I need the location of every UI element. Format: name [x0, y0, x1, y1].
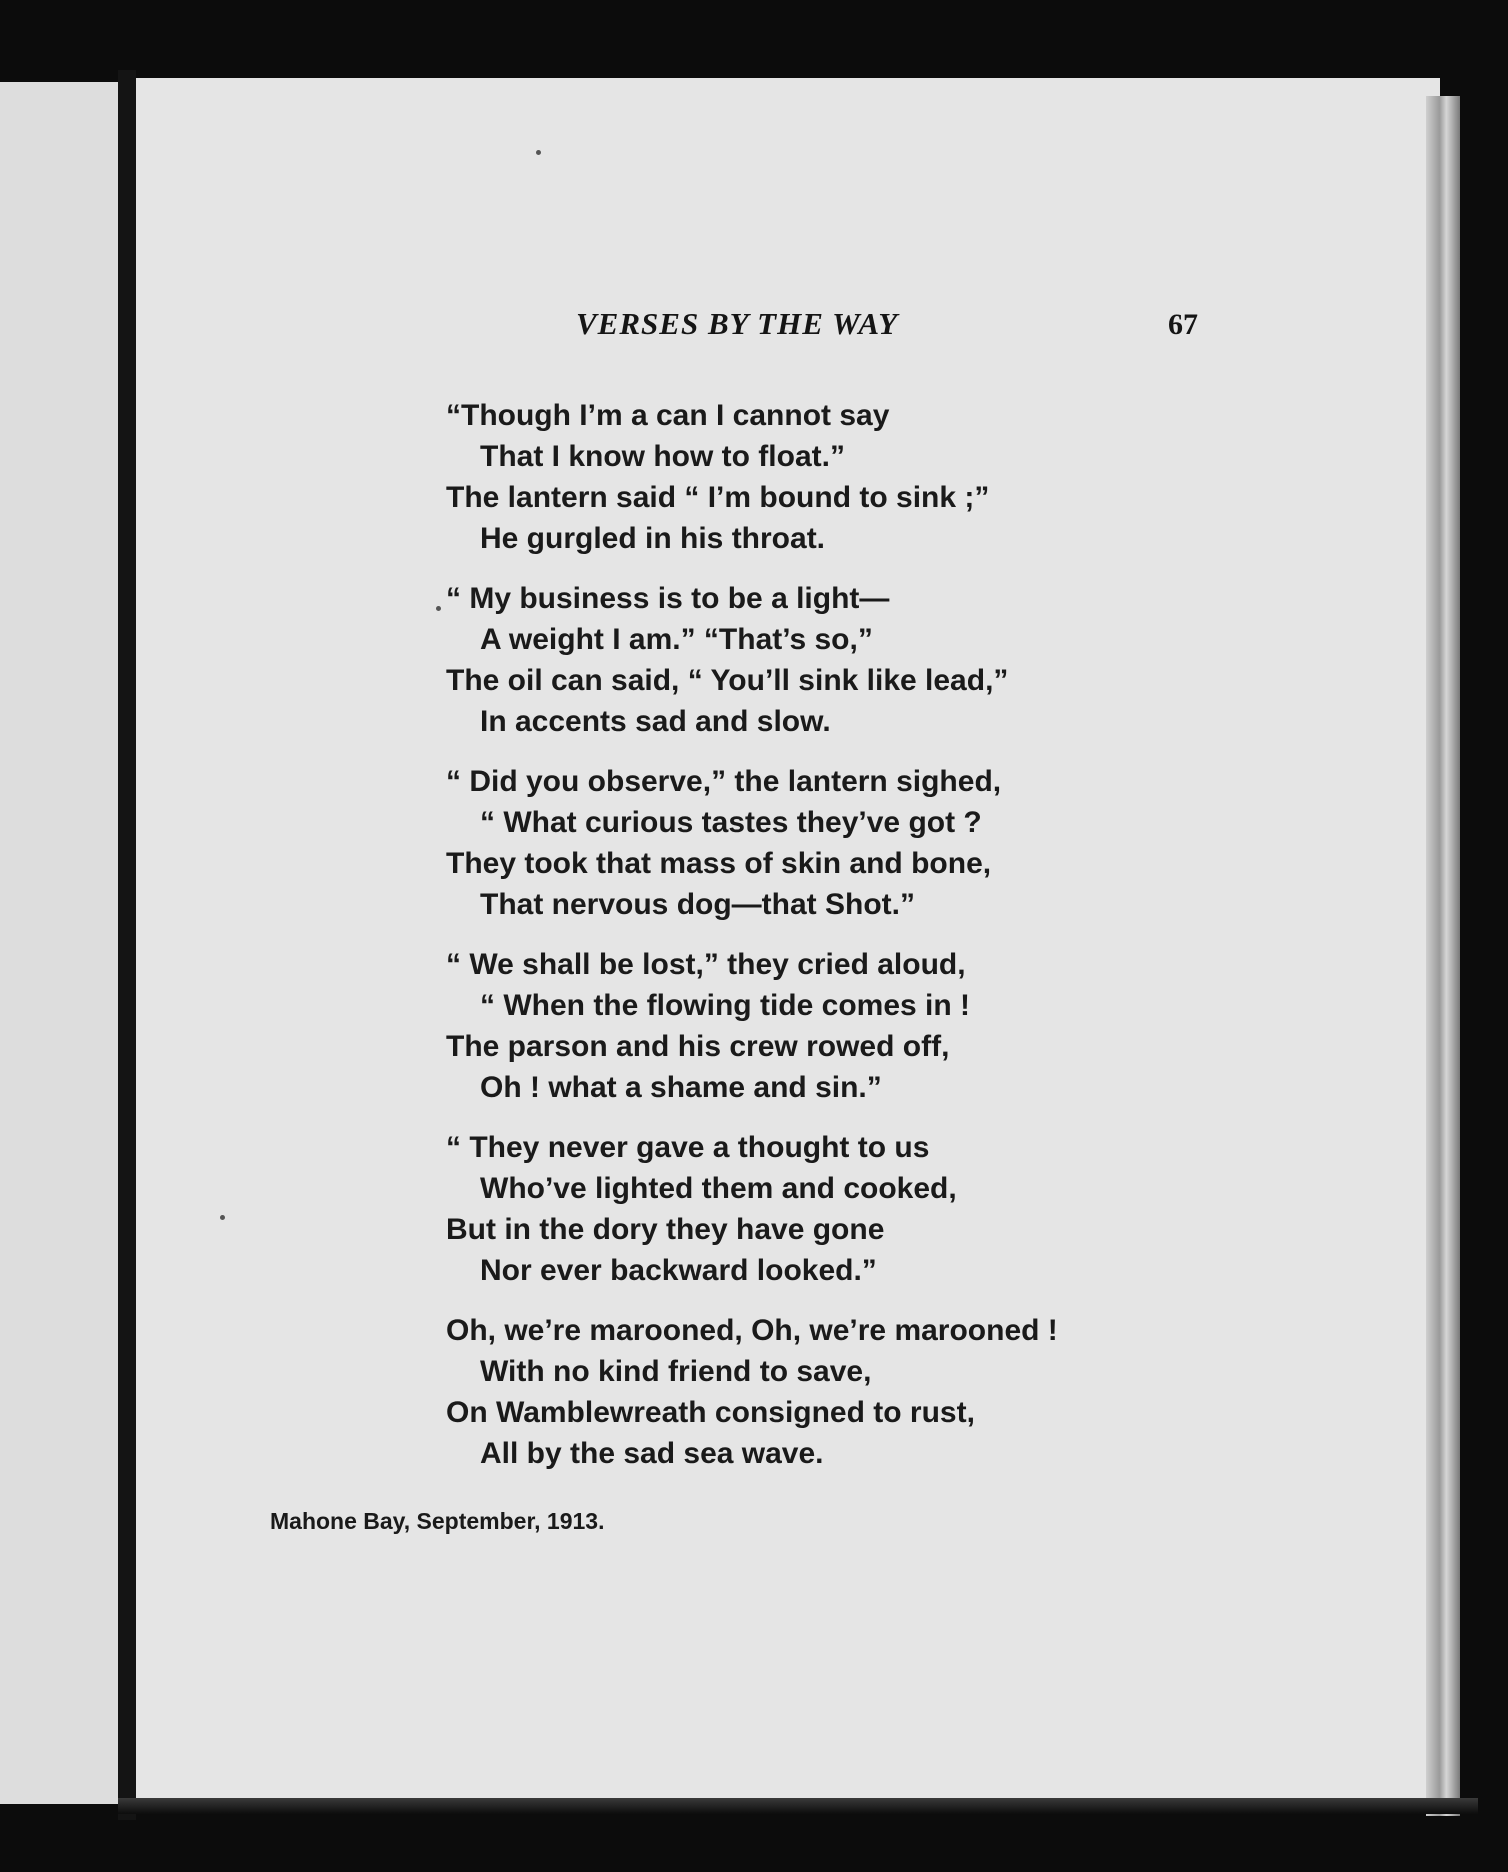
- stanza: [446, 1310, 1226, 1474]
- poem-line: He gurgled in his throat.: [480, 522, 826, 555]
- stanza: [446, 761, 1226, 925]
- poem-line: Oh ! what a shame and sin.”: [480, 1071, 882, 1104]
- poem-line: In accents sad and slow.: [480, 705, 831, 738]
- poem-line: The lantern said “ I’m bound to sink ;”: [446, 481, 990, 514]
- poem-line: “Though I’m a can I cannot say: [446, 399, 890, 432]
- poem-line: With no kind friend to save,: [480, 1355, 872, 1388]
- poem-line: Oh, we’re marooned, Oh, we’re marooned !: [446, 1314, 1058, 1347]
- poem-line: That nervous dog—that Shot.”: [480, 888, 915, 921]
- book-gutter: [118, 70, 136, 1820]
- poem-line: A weight I am.” “That’s so,”: [480, 623, 873, 656]
- page-stack-edge: [1426, 96, 1460, 1816]
- poem-line: That I know how to float.”: [480, 440, 845, 473]
- poem-line: “ We shall be lost,” they cried aloud,: [446, 948, 966, 981]
- page-bottom-shadow: [118, 1798, 1478, 1814]
- ink-speck: [436, 606, 441, 611]
- poem-line: “ My business is to be a light—: [446, 582, 890, 615]
- poem-line: “ Did you observe,” the lantern sighed,: [446, 765, 1002, 798]
- poem-line: On Wamblewreath consigned to rust,: [446, 1396, 975, 1429]
- left-page-edge: [0, 82, 122, 1804]
- poem-line: Who’ve lighted them and cooked,: [480, 1172, 957, 1205]
- poem-body: [446, 395, 1226, 1493]
- stanza: [446, 395, 1226, 559]
- stanza: [446, 1127, 1226, 1291]
- poem-line: “ What curious tastes they’ve got ?: [480, 806, 982, 839]
- ink-speck: [536, 150, 541, 155]
- dateline: Mahone Bay, September, 1913.: [270, 1508, 605, 1534]
- poem-line: “ When the flowing tide comes in !: [480, 989, 971, 1022]
- poem-line: The oil can said, “ You’ll sink like lead,”: [446, 664, 1009, 697]
- running-title: VERSES BY THE WAY: [576, 306, 899, 341]
- poem-line: All by the sad sea wave.: [480, 1437, 824, 1470]
- ink-speck: [220, 1215, 225, 1220]
- stanza: [446, 944, 1226, 1108]
- poem-line: “ They never gave a thought to us: [446, 1131, 930, 1164]
- poem-line: But in the dory they have gone: [446, 1213, 885, 1246]
- poem-line: The parson and his crew rowed off,: [446, 1030, 950, 1063]
- poem-line: Nor ever backward looked.”: [480, 1254, 877, 1287]
- page-number: 67: [1168, 308, 1198, 341]
- stanza: [446, 578, 1226, 742]
- poem-line: They took that mass of skin and bone,: [446, 847, 992, 880]
